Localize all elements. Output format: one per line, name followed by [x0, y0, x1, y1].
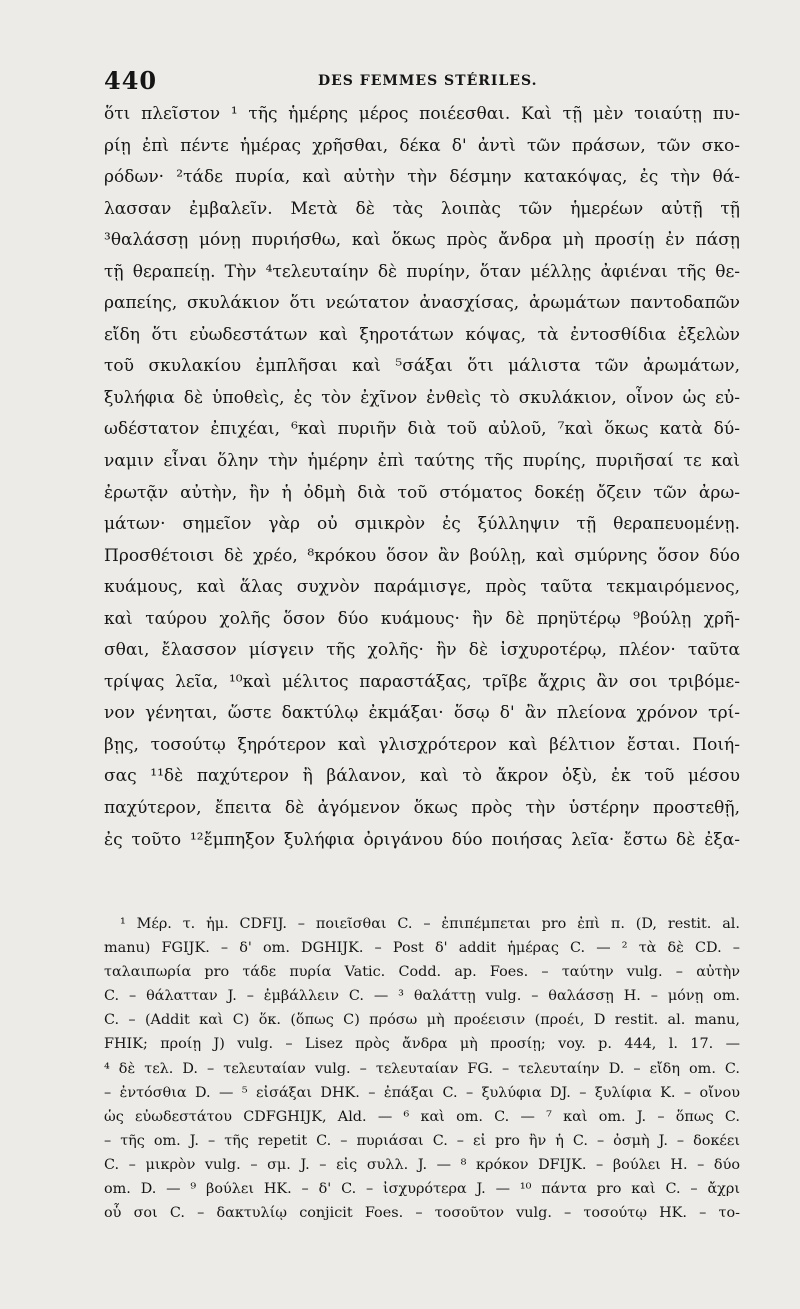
text-line: ξυλήφια δὲ ὑποθεὶς, ἐς τὸν ἐχῖνον ἐνθεὶς τὸ σκυλάκιον, οἶνον ὡς εὐ- — [104, 387, 740, 408]
footnote-line: ⁴ δὲ τελ. D. – τελευταίαν vulg. – τελευταίαν FG. – τελευταίην D. – εἴδη om. C. — [104, 1060, 740, 1077]
footnote-line: C. – μικρὸν vulg. – σμ. J. – εἰς συλλ. J. — ⁸ κρόκον DFIJK. – βούλει H. – δύο — [104, 1156, 740, 1173]
text-line: ρόδων· ²τάδε πυρία, καὶ αὐτὴν τὴν δέσμην κατακόψας, ἐς τὴν θά- — [104, 167, 740, 188]
text-line: βῃς, τοσούτῳ ξηρότερον καὶ γλισχρότερον καὶ βέλτιον ἔσται. Ποιή- — [104, 734, 740, 755]
text-line: ωδέστατον ἐπιχέαι, ⁶καὶ πυριῆν διὰ τοῦ αὐλοῦ, ⁷καὶ ὅκως κατὰ δύ- — [104, 419, 740, 440]
text-line: ἐρωτᾷν αὐτὴν, ἢν ἡ ὀδμὴ διὰ τοῦ στόματος δοκέῃ ὄζειν τῶν ἀρω- — [104, 482, 740, 503]
footnote-line: om. D. — ⁹ βούλει HK. – δ' C. – ἰσχυρότερα J. — ¹⁰ πάντα pro καὶ C. – ἄχρι — [104, 1181, 740, 1198]
text-line: ραπείης, σκυλάκιον ὅτι νεώτατον ἀνασχίσας, ἀρωμάτων παντοδαπῶν — [104, 293, 740, 314]
text-line: μάτων· σημεῖον γὰρ οὐ σμικρὸν ἐς ξύλληψιν τῇ θεραπευομένῃ. — [104, 514, 740, 535]
footnote-line: ¹ Μέρ. τ. ἡμ. CDFIJ. – ποιεῖσθαι C. – ἐπιπέμπεται pro ἐπὶ π. (D, restit. al. — [120, 916, 740, 932]
text-line: σας ¹¹δὲ παχύτερον ἢ βάλανον, καὶ τὸ ἄκρον ὀξὺ, ἐκ τοῦ μέσου — [104, 766, 740, 787]
text-line: τῇ θεραπείῃ. Τὴν ⁴τελευταίην δὲ πυρίην, ὅταν μέλλῃς ἀφιέναι τῆς θε- — [104, 261, 740, 282]
text-line: λασσαν ἐμβαλεῖν. Μετὰ δὲ τὰς λοιπὰς τῶν ἡμερέων αὐτῇ τῇ — [104, 198, 740, 219]
footnote-line: manu) FGIJK. – δ' om. DGHIJK. – Post δ' addit ἡμέρας C. — ² τὰ δὲ CD. – — [104, 940, 740, 957]
footnote-line: FHIK; προίῃ J) vulg. – Lisez πρὸς ἄνδρα μὴ προσίῃ; voy. p. 444, l. 17. — — [104, 1036, 740, 1053]
footnotes — [104, 912, 740, 1225]
footnote-line: C. – θάλατταν J. – ἐμβάλλειν C. — ³ θαλάττῃ vulg. – θαλάσσῃ H. – μόνῃ om. — [104, 988, 740, 1005]
footnote-line: C. – (Addit καὶ C) ὅκ. (ὅπως C) πρόσω μὴ προέεισιν (προέι, D restit. al. manu, — [104, 1012, 740, 1029]
text-line: Προσθέτοισι δὲ χρέο, ⁸κρόκου ὅσον ἂν βούλῃ, καὶ σμύρνης ὅσον δύο — [104, 545, 740, 566]
text-line: εἴδη ὅτι εὐωδεστάτων καὶ ξηροτάτων κόψας, τὰ ἐντοσθίδια ἐξελὼν — [104, 324, 740, 345]
text-line: σθαι, ἔλασσον μίσγειν τῆς χολῆς· ἢν δὲ ἰσχυροτέρῳ, πλέον· ταῦτα — [104, 640, 740, 661]
text-line: τοῦ σκυλακίου ἐμπλῆσαι καὶ ⁵σάξαι ὅτι μάλιστα τῶν ἀρωμάτων, — [104, 356, 740, 377]
text-line: παχύτερον, ἔπειτα δὲ ἀγόμενον ὅκως πρὸς τὴν ὑστέρην προστεθῇ, — [104, 798, 740, 819]
text-line: ναμιν εἶναι ὅλην τὴν ἡμέρην ἐπὶ ταύτης τῆς πυρίης, πυριῆσαί τε καὶ — [104, 451, 740, 472]
text-line: ὅτι πλεῖστον ¹ τῆς ἡμέρης μέρος ποιέεσθαι. Καὶ τῇ μὲν τοιαύτῃ πυ- — [104, 104, 740, 124]
footnote-line: ταλαιπωρία pro τάδε πυρία Vatic. Codd. ap. Foes. – ταύτην vulg. – αὐτὴν — [104, 964, 740, 981]
footnote-line: ὡς εὐωδεστάτου CDFGHIJK, Ald. — ⁶ καὶ om. C. — ⁷ καὶ om. J. – ὅπως C. — [104, 1108, 740, 1125]
running-title: DES FEMMES STÉRILES. — [318, 73, 538, 89]
text-line: ³θαλάσσῃ μόνῃ πυριήσθω, καὶ ὅκως πρὸς ἄνδρα μὴ προσίῃ ἐν πάσῃ — [104, 230, 740, 251]
text-line: ρίῃ ἐπὶ πέντε ἡμέρας χρῆσθαι, δέκα δ' ἀντὶ τῶν πράσων, τῶν σκο- — [104, 135, 740, 156]
text-line: κυάμους, καὶ ἅλας συχνὸν παράμισγε, πρὸς ταῦτα τεκμαιρόμενος, — [104, 577, 740, 598]
text-line: καὶ ταύρου χολῆς ὅσον δύο κυάμους· ἢν δὲ πρηϋτέρῳ ⁹βούλῃ χρῆ- — [104, 608, 740, 629]
text-line: ἐς τοῦτο ¹²ἔμπηξον ξυλήφια ὀριγάνου δύο ποιήσας λεῖα· ἔστω δὲ ἐξα- — [104, 829, 740, 850]
text-line: τρίψας λεῖα, ¹⁰καὶ μέλιτος παραστάξας, τρῖβε ἄχρις ἂν σοι τριβόμε- — [104, 671, 740, 692]
footnote-line: – ἐντόσθια D. — ⁵ εἰσάξαι DHK. – ἐπάξαι C. – ξυλύφια DJ. – ξυλίφια K. – οἴνου — [104, 1084, 740, 1101]
footnote-line: οὗ σοι C. – δακτυλίῳ conjicit Foes. – τοσοῦτον vulg. – τοσούτῳ HK. – το- — [104, 1205, 740, 1222]
footnote-line: – τῆς om. J. – τῆς repetit C. – πυριάσαι C. – εἰ pro ἢν ἡ C. – ὀσμὴ J. – δοκέει — [104, 1132, 740, 1149]
main-text — [104, 99, 740, 856]
page-number: 440 — [104, 66, 158, 95]
text-line: νον γένηται, ὥστε δακτύλῳ ἐκμάξαι· ὅσῳ δ' ἂν πλείονα χρόνον τρί- — [104, 703, 740, 724]
running-header — [104, 66, 744, 96]
